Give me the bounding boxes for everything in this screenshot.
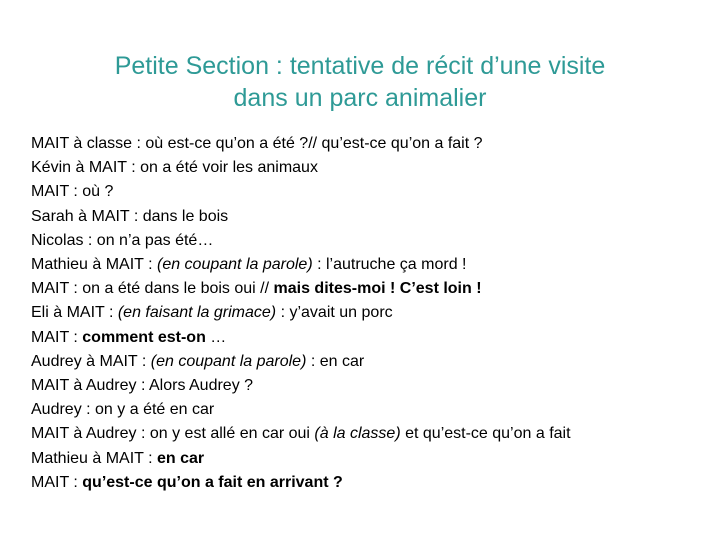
dialogue-line xyxy=(31,447,711,471)
dialogue-line xyxy=(31,398,711,422)
slide-title xyxy=(40,50,680,114)
slide-title-line-2: dans un parc animalier xyxy=(233,84,487,112)
dialogue-line xyxy=(31,205,711,229)
slide-title-line-1: Petite Section : tentative de récit d’une visite xyxy=(114,52,606,80)
dialogue-segment: Mathieu à MAIT : xyxy=(31,449,157,467)
dialogue-line xyxy=(31,156,711,180)
dialogue-segment: Nicolas : on n’a pas été… xyxy=(31,231,214,249)
dialogue-segment: comment est-on xyxy=(82,328,206,346)
dialogue-segment: qu’est-ce qu’on a fait en arrivant ? xyxy=(82,473,343,491)
dialogue-segment: et qu’est-ce qu’on a fait xyxy=(400,425,571,443)
dialogue-segment: : l’autruche ça mord ! xyxy=(312,256,467,274)
dialogue-line xyxy=(31,326,711,350)
dialogue-segment: MAIT à Audrey : Alors Audrey ? xyxy=(31,377,254,395)
dialogue-line xyxy=(31,471,711,495)
dialogue-segment: MAIT : xyxy=(31,328,83,346)
dialogue-segment: MAIT : où ? xyxy=(31,183,114,201)
dialogue-line xyxy=(31,301,711,325)
dialogue-line xyxy=(31,422,711,446)
dialogue-segment: … xyxy=(205,328,227,346)
dialogue-transcript xyxy=(31,132,711,495)
dialogue-line xyxy=(31,229,711,253)
dialogue-segment: Eli à MAIT : xyxy=(31,304,118,322)
dialogue-segment: en car xyxy=(156,449,205,467)
dialogue-segment: MAIT : xyxy=(31,473,83,491)
dialogue-segment: Mathieu à MAIT : xyxy=(31,256,157,274)
dialogue-segment: (en coupant la parole) xyxy=(150,352,307,370)
dialogue-line xyxy=(31,180,711,204)
dialogue-segment: : y’avait un porc xyxy=(276,304,393,322)
dialogue-segment: mais dites-moi ! C’est loin ! xyxy=(273,280,482,298)
dialogue-segment: (en faisant la grimace) xyxy=(117,304,277,322)
dialogue-segment: (en coupant la parole) xyxy=(156,256,313,274)
dialogue-segment: Kévin à MAIT : on a été voir les animaux xyxy=(31,159,318,177)
dialogue-segment: (à la classe) xyxy=(314,425,401,443)
dialogue-line xyxy=(31,132,711,156)
dialogue-line xyxy=(31,277,711,301)
dialogue-segment: MAIT : on a été dans le bois oui // xyxy=(31,280,274,298)
dialogue-segment: : en car xyxy=(306,352,365,370)
dialogue-line xyxy=(31,374,711,398)
dialogue-segment: Audrey à MAIT : xyxy=(31,352,151,370)
dialogue-segment: Audrey : on y a été en car xyxy=(31,401,215,419)
dialogue-line xyxy=(31,350,711,374)
dialogue-segment: Sarah à MAIT : dans le bois xyxy=(31,207,229,225)
dialogue-segment: MAIT à classe : où est-ce qu’on a été ?// qu’est-ce qu’on a fait ? xyxy=(31,135,483,152)
dialogue-segment: MAIT à Audrey : on y est allé en car oui xyxy=(31,425,315,443)
dialogue-line xyxy=(31,253,711,277)
